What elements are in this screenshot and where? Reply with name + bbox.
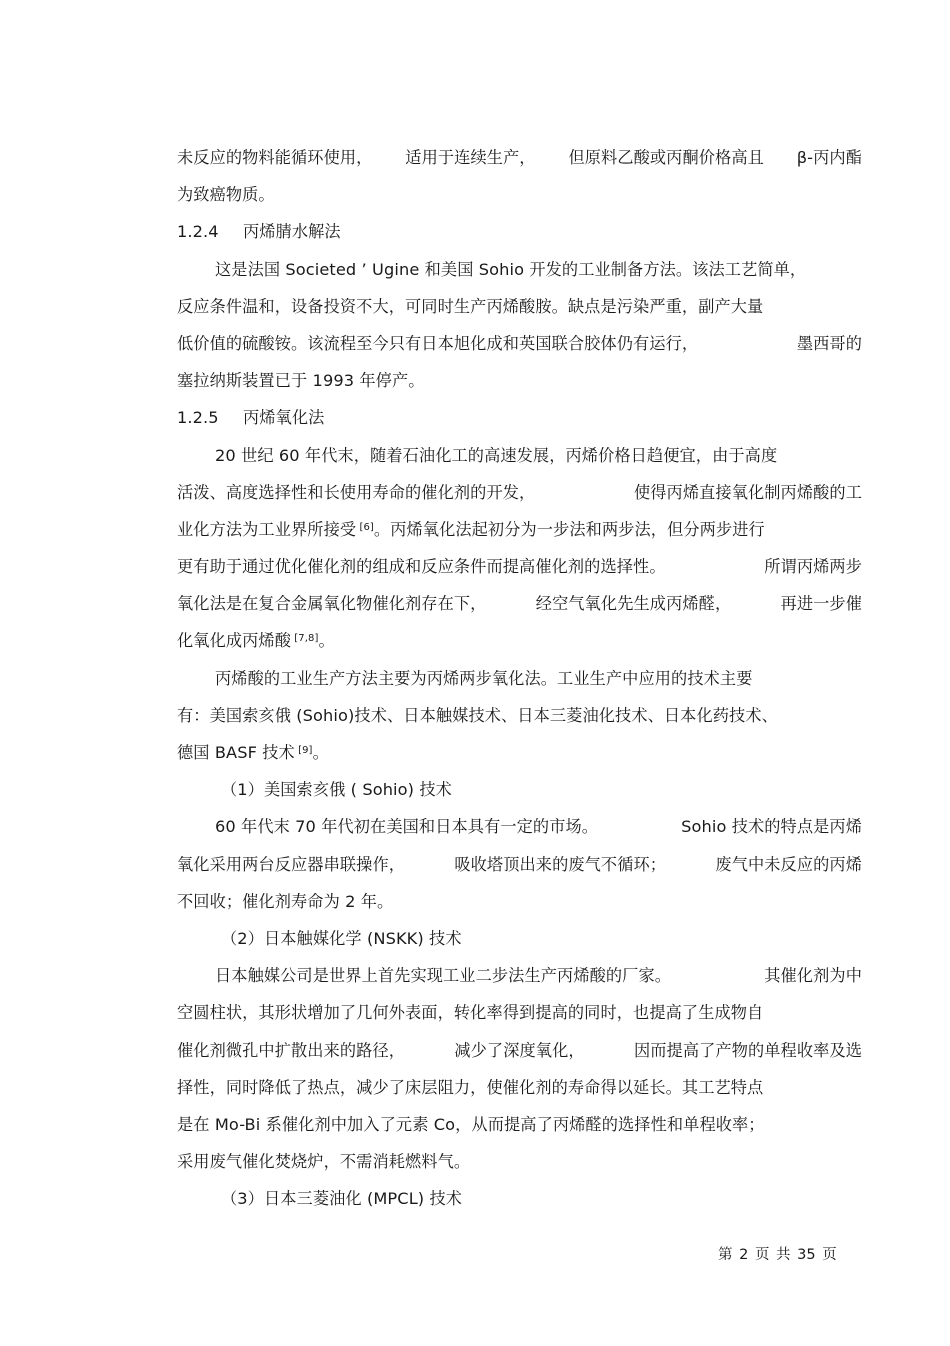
text-line xyxy=(177,920,862,957)
text-line xyxy=(177,1069,862,1106)
text-line xyxy=(177,548,862,585)
section-heading xyxy=(177,399,862,436)
text-segment: 丙烯酸的工业生产方法主要为丙烯两步氧化法。工业生产中应用的技术主要 xyxy=(215,668,753,688)
text-line xyxy=(177,734,862,771)
text-segment: 减少了深度氧化， xyxy=(454,1040,585,1060)
citation-ref: [9] xyxy=(294,745,313,756)
text-segment: 其催化剂为中 xyxy=(764,966,862,986)
text-segment: 日本触媒公司是世界上首先实现工业二步法生产丙烯酸的厂家。 xyxy=(215,966,672,986)
text-segment: 。丙烯氧化法起初分为一步法和两步法，但分两步进行 xyxy=(373,519,765,539)
page-footer: 第 2 页 共 35 页 xyxy=(718,1247,837,1263)
citation-ref: [6] xyxy=(356,521,374,533)
text-segment: 废气中未反应的丙烯 xyxy=(715,854,862,874)
text-line xyxy=(177,1143,862,1180)
text-line xyxy=(177,474,862,511)
text-line xyxy=(177,994,862,1031)
text-segment: 有：美国索亥俄 (Sohio)技术、日本触媒技术、日本三菱油化技术、日本化药技术、 xyxy=(177,705,778,725)
text-segment: 因而提高了产物的单程收率及选 xyxy=(633,1040,862,1060)
section-title: 丙烯氧化法 xyxy=(243,408,325,428)
text-segment: 采用废气催化焚烧炉，不需消耗燃料气。 xyxy=(177,1152,471,1172)
text-segment: 是在 Mo-Bi 系催化剂中加入了元素 Co，从而提高了丙烯醛的选择性和单程收率； xyxy=(177,1114,765,1134)
page-body xyxy=(177,139,862,1217)
text-segment: 。 xyxy=(318,631,335,651)
text-segment: 所谓丙烯两步 xyxy=(764,557,862,577)
text-line xyxy=(177,437,862,474)
text-line xyxy=(177,622,862,659)
text-segment: 化氧化成丙烯酸 xyxy=(177,631,292,651)
text-segment: 20 世纪 60 年代末，随着石油化工的高速发展，丙烯价格日趋便宜，由于高度 xyxy=(215,445,778,465)
citation-ref: [7,8] xyxy=(291,633,319,645)
text-segment: （1）美国索亥俄 ( Sohio) 技术 xyxy=(221,780,452,800)
text-segment: 吸收塔顶出来的废气不循环； xyxy=(454,854,667,874)
text-segment: 为致癌物质。 xyxy=(177,185,275,205)
text-line xyxy=(177,660,862,697)
text-line xyxy=(177,697,862,734)
text-line xyxy=(177,1180,862,1217)
text-segment: 未反应的物料能循环使用， xyxy=(177,148,373,167)
text-segment: 适用于连续生产， xyxy=(405,148,536,167)
text-line xyxy=(177,771,862,808)
text-segment: 更有助于通过优化催化剂的组成和反应条件而提高催化剂的选择性。 xyxy=(177,557,666,577)
text-line xyxy=(177,585,862,622)
text-line xyxy=(177,846,862,883)
text-segment: 活泼、高度选择性和长使用寿命的催化剂的开发， xyxy=(177,482,536,502)
text-line xyxy=(177,957,862,994)
text-segment: （3）日本三菱油化 (MPCL) 技术 xyxy=(221,1189,463,1209)
section-title: 丙烯腈水解法 xyxy=(243,222,341,242)
text-segment: 反应条件温和，设备投资不大，可同时生产丙烯酸胺。缺点是污染严重，副产大量 xyxy=(177,296,764,316)
text-segment: 低价值的硫酸铵。该流程至今只有日本旭化成和英国联合胶体仍有运行， xyxy=(177,333,699,353)
text-line xyxy=(177,325,862,362)
section-heading xyxy=(177,213,862,250)
section-number: 1.2.4 xyxy=(177,222,219,242)
text-segment: 氧化法是在复合金属氧化物催化剂存在下， xyxy=(177,594,487,614)
text-segment: 60 年代末 70 年代初在美国和日本具有一定的市场。 xyxy=(215,817,599,837)
text-line xyxy=(177,139,862,176)
text-segment: 。 xyxy=(312,743,329,762)
text-line xyxy=(177,288,862,325)
text-segment: 这是法国 Societed ’ Ugine 和美国 Sohio 开发的工业制备方法。该法工艺简单， xyxy=(215,259,807,279)
text-line xyxy=(177,511,862,548)
text-line xyxy=(177,1032,862,1069)
text-segment: 氧化采用两台反应器串联操作， xyxy=(177,854,406,874)
text-segment: Sohio 技术的特点是丙烯 xyxy=(681,817,862,837)
text-segment: 塞拉纳斯装置已于 1993 年停产。 xyxy=(177,371,425,391)
text-line xyxy=(177,251,862,288)
text-segment: 经空气氧化先生成丙烯醛， xyxy=(535,594,732,614)
text-segment: （2）日本触媒化学 (NSKK) 技术 xyxy=(221,928,462,948)
text-line xyxy=(177,883,862,920)
text-segment: 业化方法为工业界所接受 xyxy=(177,519,357,539)
text-line xyxy=(177,808,862,845)
text-line xyxy=(177,362,862,399)
text-segment: 但原料乙酸或丙酮价格高且 xyxy=(568,148,764,167)
text-line xyxy=(177,1106,862,1143)
text-segment: β-丙内酯 xyxy=(796,148,862,167)
text-segment: 择性，同时降低了热点，减少了床层阻力，使催化剂的寿命得以延长。其工艺特点 xyxy=(177,1077,764,1097)
text-segment: 空圆柱状，其形状增加了几何外表面，转化率得到提高的同时，也提高了生成物自 xyxy=(177,1003,764,1023)
text-segment: 催化剂微孔中扩散出来的路径， xyxy=(177,1040,406,1060)
text-segment: 再进一步催 xyxy=(780,594,862,614)
text-segment: 不回收；催化剂寿命为 2 年。 xyxy=(177,891,394,911)
text-line xyxy=(177,176,862,213)
text-segment: 墨西哥的 xyxy=(796,333,862,353)
text-segment: 德国 BASF 技术 xyxy=(177,743,295,762)
text-segment: 使得丙烯直接氧化制丙烯酸的工 xyxy=(633,482,862,502)
section-number: 1.2.5 xyxy=(177,408,219,428)
